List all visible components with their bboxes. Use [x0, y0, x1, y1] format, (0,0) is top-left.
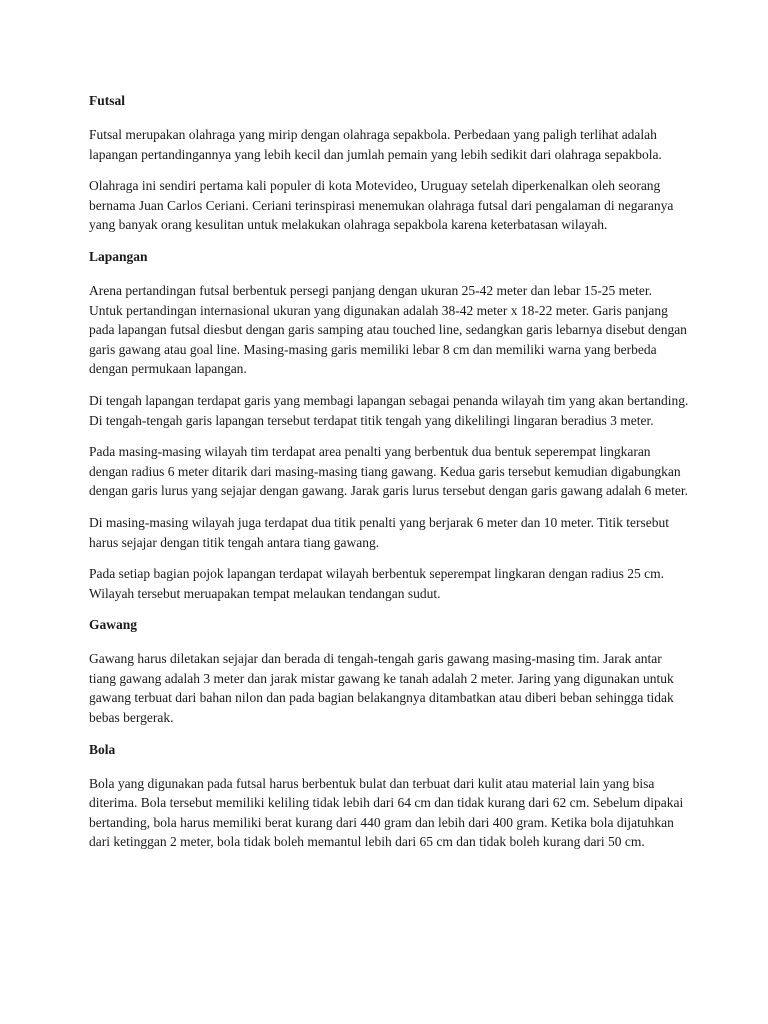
section-bola	[89, 740, 689, 852]
section-gawang	[89, 615, 689, 727]
paragraph: Gawang harus diletakan sejajar dan berada di tengah-tengah garis gawang masing-masing tim. Jarak antar tiang gawang adalah 3 meter dan jarak mistar gawang ke tanah adalah 2 meter. Jaring yang digunakan untuk gawang terbuat dari bahan nilon dan pada bagian belakangnya ditambatkan atau diberi beban sehingga tidak bebas bergerak.	[89, 651, 674, 726]
paragraph: Bola yang digunakan pada futsal harus berbentuk bulat dan terbuat dari kulit atau material lain yang bisa diterima. Bola tersebut memiliki keliling tidak lebih dari 64 cm dan tidak kurang dari 62 cm. Sebelum dipakai bertanding, bola harus memiliki berat kurang dari 440 gram dan lebih dari 400 gram. Ketika bola dijatuhkan dari ketinggan 2 meter, bola tidak boleh memantul lebih dari 65 cm dan tidak boleh kurang dari 50 cm.	[89, 775, 684, 850]
paragraph: Pada setiap bagian pojok lapangan terdapat wilayah berbentuk seperempat lingkaran dengan radius 25 cm. Wilayah tersebut meruapakan tempat melaukan tendangan sudut.	[89, 566, 665, 601]
document-page	[89, 91, 689, 864]
paragraph: Futsal merupakan olahraga yang mirip dengan olahraga sepakbola. Perbedaan yang paligh terlihat adalah lapangan pertandingannya yang lebih kecil dan jumlah pemain yang lebih sedikit dari olahraga sepakbola.	[89, 127, 662, 162]
paragraph: Arena pertandingan futsal berbentuk persegi panjang dengan ukuran 25-42 meter dan lebar 15-25 meter. Untuk pertandingan internasional ukuran yang digunakan adalah 38-42 meter x 18-22 meter. Garis panjang pada lapangan futsal diesbut dengan garis samping atau touched line, sedangkan garis lebarnya disebut dengan garis gawang atau goal line. Masing-masing garis memiliki lebar 8 cm dan memiliki warna yang berbeda dengan permukaan lapangan.	[89, 282, 687, 377]
section-lapangan	[89, 247, 689, 603]
paragraph: Olahraga ini sendiri pertama kali populer di kota Motevideo, Uruguay setelah diperkenalkan oleh seorang bernama Juan Carlos Ceriani. Ceriani terinspirasi menemukan olahraga futsal dari pengalaman di negaranya yang banyak orang kesulitan untuk melakukan olahraga sepakbola karena keterbatasan wilayah.	[89, 178, 674, 233]
section-futsal	[89, 91, 689, 235]
section-heading: Futsal	[89, 93, 126, 108]
paragraph: Pada masing-masing wilayah tim terdapat area penalti yang berbentuk dua bentuk seperempat lingkaran dengan radius 6 meter ditarik dari masing-masing tiang gawang. Kedua garis tersebut kemudian digabungkan dengan garis lurus yang sejajar dengan gawang. Jarak garis lurus tersebut dengan garis gawang adalah 6 meter.	[89, 444, 689, 499]
section-heading: Bola	[89, 741, 116, 757]
section-heading: Lapangan	[89, 248, 148, 264]
paragraph: Di tengah lapangan terdapat garis yang membagi lapangan sebagai penanda wilayah tim yang akan bertanding. Di tengah-tengah garis lapangan tersebut terdapat titik tengah yang dikelilingi lingaran beradius 3 meter.	[89, 392, 689, 428]
section-heading: Gawang	[89, 617, 138, 633]
paragraph: Di masing-masing wilayah juga terdapat dua titik penalti yang berjarak 6 meter dan 10 meter. Titik tersebut harus sejajar dengan titik tengah antara tiang gawang.	[89, 514, 669, 550]
